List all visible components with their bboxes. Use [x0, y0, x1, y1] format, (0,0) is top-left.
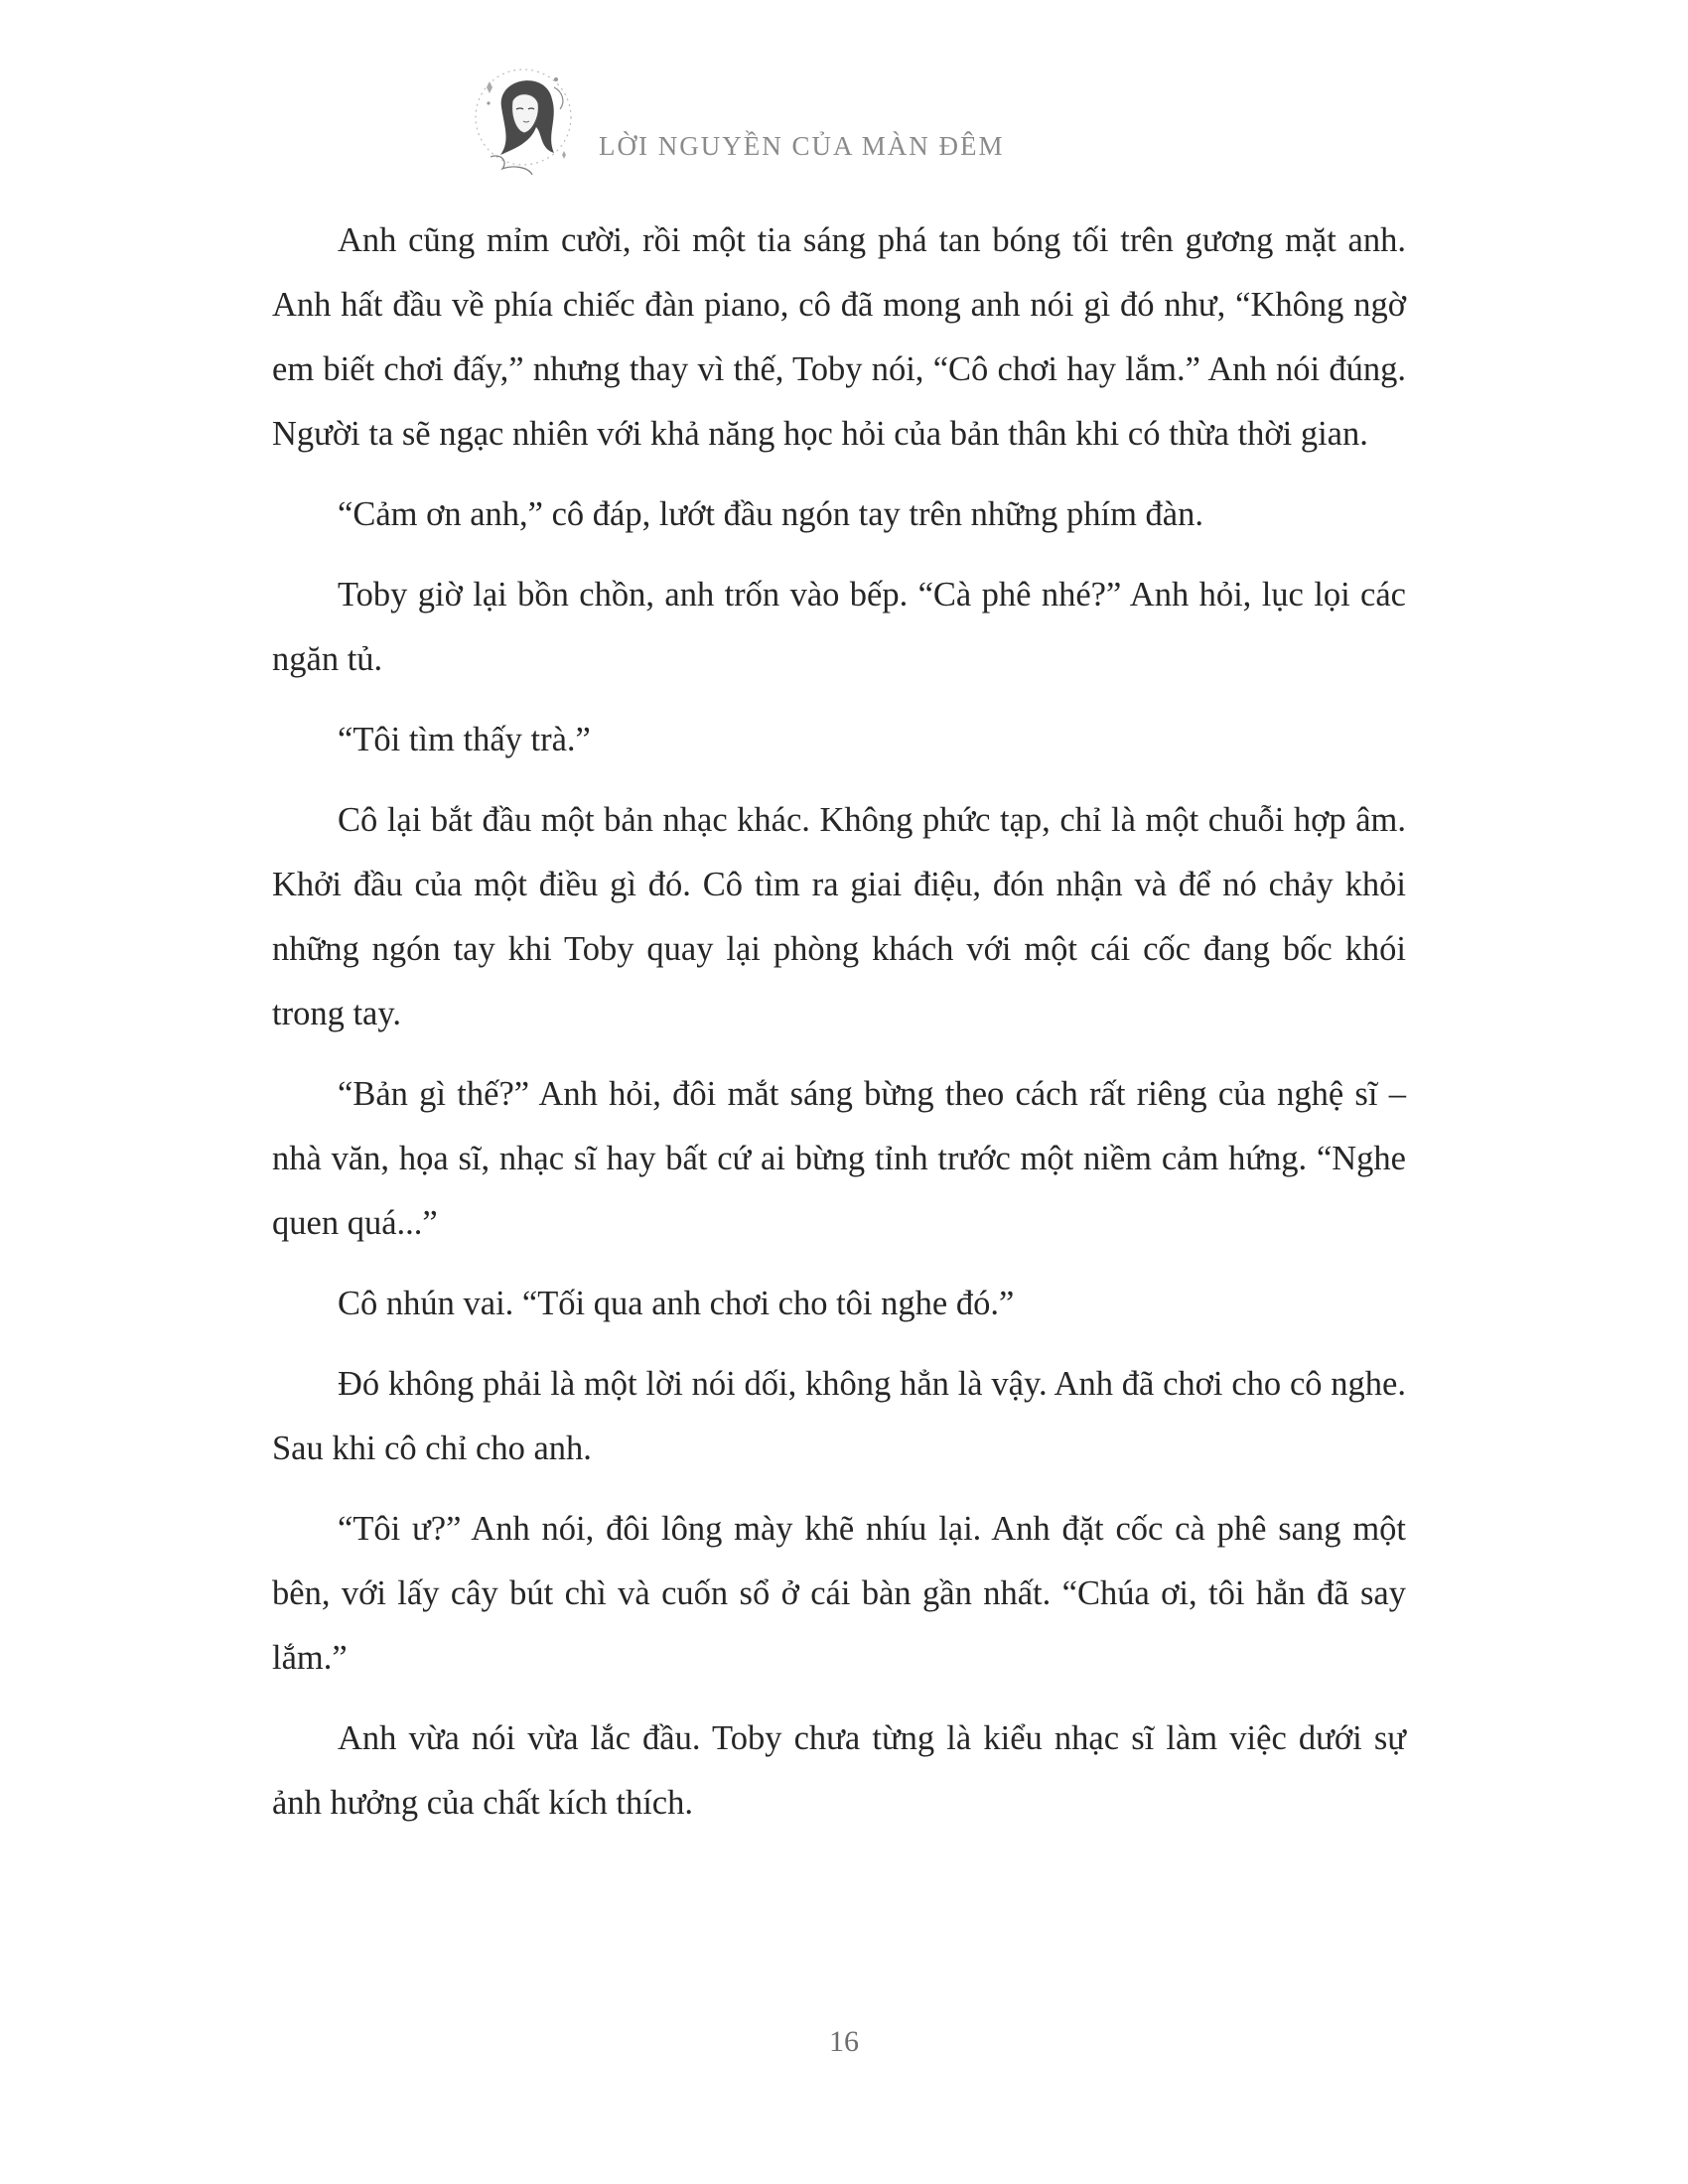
chapter-body	[272, 208, 1406, 1851]
running-title: LỜI NGUYỀN CỦA MÀN ĐÊM	[599, 131, 1005, 161]
paragraph: Anh vừa nói vừa lắc đầu. Toby chưa từng là kiểu nhạc sĩ làm việc dưới sự ảnh hưởng của chất kích thích.	[272, 1719, 1406, 1822]
paragraph: “Bản gì thế?” Anh hỏi, đôi mắt sáng bừng theo cách rất riêng của nghệ sĩ – nhà văn, họa sĩ, nhạc sĩ hay bất cứ ai bừng tỉnh trước một niềm cảm hứng. “Nghe quen quá...”	[272, 1075, 1406, 1242]
woman-portrait-emblem-icon	[467, 58, 581, 182]
paragraph: Đó không phải là một lời nói dối, không hẳn là vậy. Anh đã chơi cho cô nghe. Sau khi cô chỉ cho anh.	[272, 1365, 1406, 1467]
page-number: 16	[829, 2025, 859, 2058]
paragraph: Anh cũng mỉm cười, rồi một tia sáng phá tan bóng tối trên gương mặt anh. Anh hất đầu về phía chiếc đàn piano, cô đã mong anh nói gì đó như, “Không ngờ em biết chơi đấy,” nhưng thay vì thế, Toby nói, “Cô chơi hay lắm.” Anh nói đúng. Người ta sẽ ngạc nhiên với khả năng học hỏi của bản thân khi có thừa thời gian.	[272, 221, 1406, 453]
paragraph: Cô lại bắt đầu một bản nhạc khác. Không phức tạp, chỉ là một chuỗi hợp âm. Khởi đầu của một điều gì đó. Cô tìm ra giai điệu, đón nhận và để nó chảy khỏi những ngón tay khi Toby quay lại phòng khách với một cái cốc đang bốc khói trong tay.	[272, 801, 1406, 1032]
paragraph: “Cảm ơn anh,” cô đáp, lướt đầu ngón tay trên những phím đàn.	[338, 495, 1203, 533]
paragraph: “Tôi ư?” Anh nói, đôi lông mày khẽ nhíu lại. Anh đặt cốc cà phê sang một bên, với lấy cây bút chì và cuốn sổ ở cái bàn gần nhất. “Chúa ơi, tôi hẳn đã say lắm.”	[272, 1510, 1406, 1677]
running-header	[467, 58, 1005, 182]
paragraph: Toby giờ lại bồn chồn, anh trốn vào bếp. “Cà phê nhé?” Anh hỏi, lục lọi các ngăn tủ.	[272, 576, 1406, 678]
paragraph: “Tôi tìm thấy trà.”	[338, 721, 591, 758]
paragraph: Cô nhún vai. “Tối qua anh chơi cho tôi nghe đó.”	[338, 1285, 1015, 1322]
